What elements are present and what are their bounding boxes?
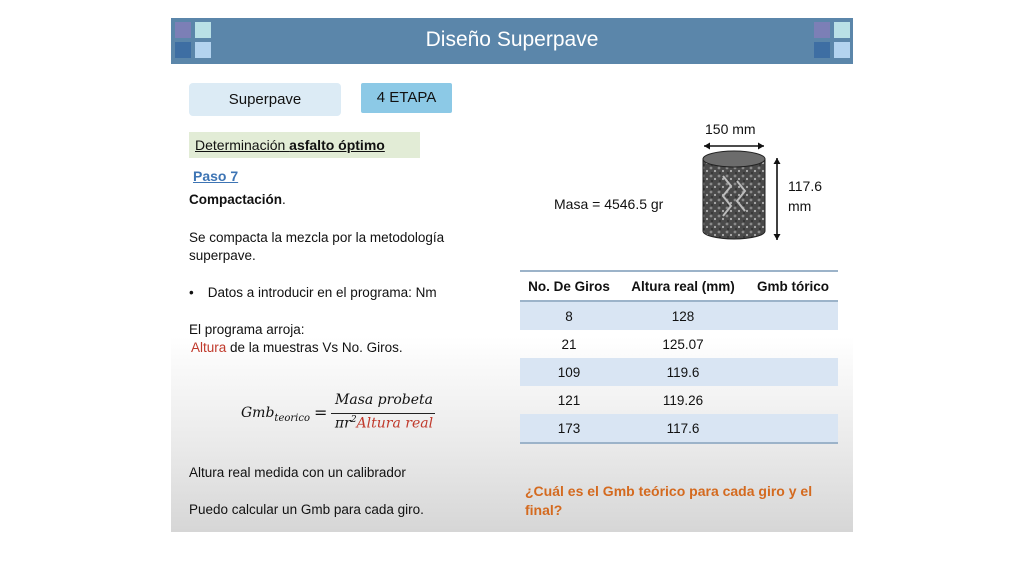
step-heading: Compactación. [189, 192, 286, 207]
gmb-formula [241, 392, 441, 436]
slide-title: Diseño Superpave [425, 28, 599, 51]
diameter-arrow [704, 143, 764, 150]
determination-heading: Determinación asfalto óptimo [189, 132, 420, 158]
superpave-label: Superpave [189, 83, 341, 116]
program-line-1: El programa arroja: [189, 322, 305, 337]
height-arrow [774, 158, 781, 240]
mass-label: Masa = 4546.5 gr [554, 196, 664, 212]
height-unit-label: mm [788, 198, 812, 214]
formula-equals: = [314, 403, 328, 422]
col-header-altura: Altura real (mm) [618, 271, 748, 301]
table-row: 173 117.6 [520, 414, 838, 443]
formula-denominator: $\pi r^2Altura$ real [334, 415, 434, 432]
deco-square [834, 42, 850, 58]
slide-header [171, 18, 853, 64]
fraction-bar [331, 413, 435, 414]
body-line-2: superpave. [189, 248, 256, 263]
formula-lhs: Gmb$_{teorico}$ [241, 405, 310, 424]
bullet-item: • Datos a introducir en el programa: Nm [189, 285, 437, 300]
col-header-giros: No. De Giros [520, 271, 618, 301]
note-line-2: Puedo calcular un Gmb para cada giro. [189, 502, 424, 517]
table-row: 8 128 [520, 301, 838, 330]
program-line-2: Altura de la muestras Vs No. Giros. [191, 340, 403, 355]
deco-square [814, 22, 830, 38]
question-text: ¿Cuál es el Gmb teórico para cada giro y el final? [525, 483, 813, 518]
giros-table [520, 270, 838, 444]
bullet-dot: • [189, 285, 194, 300]
diameter-label: 150 mm [705, 121, 756, 137]
height-value-label: 117.6 [788, 178, 822, 194]
table-row: 121 119.26 [557, 392, 704, 408]
slide [171, 18, 853, 532]
table-row: 109 119.6 [520, 358, 838, 386]
col-header-gmb: Gmb tórico [748, 271, 838, 301]
table-header-row [520, 271, 838, 301]
note-line-1: Altura real medida con un calibrador [189, 465, 406, 480]
specimen-diagram [693, 126, 785, 246]
formula-numerator: Masa probeta [335, 392, 433, 408]
step-title: Paso 7 [193, 168, 239, 184]
table-row: 21 125.07 [561, 336, 704, 352]
deco-square [814, 42, 830, 58]
deco-square [834, 22, 850, 38]
stage-label: 4 ETAPA [361, 83, 452, 113]
body-line-1: Se compacta la mezcla por la metodología [189, 230, 445, 245]
specimen-cylinder [703, 151, 765, 239]
